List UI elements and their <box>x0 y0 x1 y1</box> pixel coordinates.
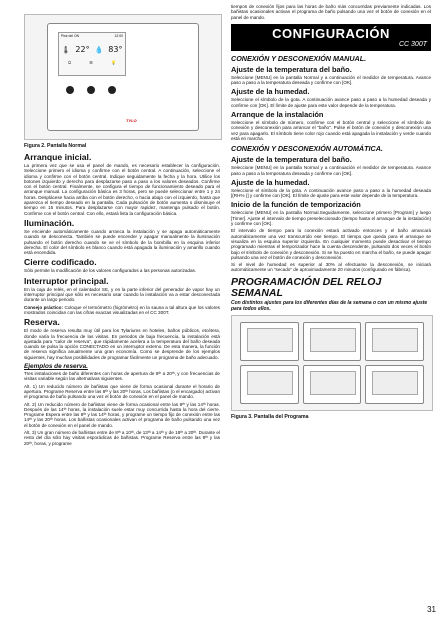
subheading: Ajuste de la temperatura del baño. <box>231 155 352 165</box>
banner-subtitle: CC 300T <box>398 40 427 48</box>
program-screen-3 <box>365 322 424 361</box>
heading-auto: CONEXIÓN Y DESCONEXIÓN AUTOMÁTICA. <box>231 144 383 154</box>
paragraph: Tres instalaciones de baño diferentes con horas de apertura de 8ᵗʰ a 20ᵗʰ, y con frecuencias de visitas variable según las alternativas siguientes. <box>24 371 220 382</box>
figure-3-panel <box>231 315 433 411</box>
paragraph: La primera vez que se usa el panel de mando, es necesario establecer la configuración. Seleccione primero el idioma y confirme con el botón central. A continuación, seleccione el idioma y confirme con el botón central. Indique seguidamente la fecha y la hora. Utilice los botones izquierdo y derecho para desplazarse paso a paso a los valores deseados. Confirme con el botón central. Finalmente, se configura el tiempo de funcionamiento deseado para el arranque manual. La configuración básica es 3 horas, pero se puede seleccionar entre 1 y 24 horas. Desplácese hacia arriba con el botón derecho, o hacia abajo con el izquierdo, hasta que aparezca el tiempo deseado en la pantalla. Cada pulsación de botón aumenta o disminuye el tiempo en 15 minutos. Para desplazarse con mayor rapidez, mantenga pulsado el botón. Confirme con el botón central. Con ello, estará lista la configuración básica. <box>24 163 220 216</box>
paragraph: Alt. 3) Un gran número de bañistas entre de 8ᵗʰ a 10ᵗʰ, de 13ᵗʰ a 14ᵗʰ y de 18ᵗʰ a 20ᵗʰ. Durante el resto del día sólo hay visitas esporádicas de bañistas. Programe Reserva entre las 8ᵗʰ y las 20ᵗʰ, horas, y programe <box>24 429 220 446</box>
paragraph: Seleccione [MENU] en la pantalla Normal y a continuación el medidor de temperatura. Avance paso a paso a la temperatura deseada y confirme con [OK]. <box>231 165 431 176</box>
thermometer-icon: 🌡 <box>61 46 71 54</box>
paragraph: Si el nivel de humedad es superior al 30% al efectuarse la desconexión, se iniciará automáticamente un "secado" de aproximadamente 20 minutos (configurado en fábrica). <box>231 262 431 273</box>
paragraph: Seleccione el símbolo de la gota. A continuación avance paso a paso a la humedad deseada [(RH% )] y confirme con [OK]. El límite de ajuste para este valor depende de la temperatura. <box>231 187 431 199</box>
right-button[interactable] <box>108 86 116 94</box>
subheading: Arranque de la instalación <box>231 110 324 120</box>
heading-weekly: PROGRAMACIÓN DEL RELOJ SEMANAL <box>231 275 382 299</box>
left-button[interactable] <box>66 86 74 94</box>
lightbulb-icon: 💡 <box>110 60 116 65</box>
program-screen-5 <box>303 365 362 404</box>
lcd-status-text: Pise del ON <box>61 34 80 38</box>
section-title-cierre: Cierre codificado. <box>24 257 97 268</box>
paragraph: Seleccione el símbolo de la gota. A continuación avance paso a paso a la humedad deseada y confirme con [OK]. El límite de ajuste para este valor depende de la temperatura. <box>231 97 431 108</box>
weekly-subtitle: Con distintos ajustes para los diferentes días de la semana o con un mismo ajuste para todos ellos. <box>231 299 428 312</box>
figure-3-caption: Figura 3. Pantalla del Programa <box>231 413 309 420</box>
subheading: Inicio de la función de temporización <box>231 200 361 210</box>
section-title-iluminacion: Iluminación. <box>24 217 75 228</box>
lcd-clock: 12:00 <box>114 34 123 38</box>
banner-title: CONFIGURACIÓN <box>272 25 390 41</box>
tip-label: Consejo práctico: <box>24 304 64 310</box>
section-title-arranque: Arranque inicial. <box>24 152 92 162</box>
paragraph: Sólo permite la modificación de los valores configurados a las personas autorizadas. <box>24 268 197 274</box>
paragraph: Alt. 1) Un reducido número de bañistas que viene de forma ocasional durante el horario de apertura. Programe Reserva entre las 8ᵗʰ y las 20ᵗʰ horas. Los bañistas (o el encargado) activan el programa de baño pulsando una vez el botón de conexión en el panel de mando. <box>24 383 220 400</box>
power-icon: ⏻ <box>68 60 72 65</box>
paragraph: Se enciende automáticamente cuando arranca la instalación y se apaga automáticamente cuando se desconecta. También se puede encender y apagar manualmente la iluminación pulsando el botón derecho cuando se ve el símbolo de la bombilla en la esquina inferior derecha. El color del símbolo es blanco cuando está apagada la iluminación y amarillo cuando está encendida. <box>24 228 220 256</box>
figure-2-caption: Figura 2. Pantalla Normal <box>24 143 87 149</box>
section-title-interruptor: Interruptor principal. <box>24 275 109 286</box>
section-title-reserva: Reserva. <box>24 317 60 328</box>
temperature-value: 22° <box>75 45 90 54</box>
program-screen-2 <box>303 322 362 361</box>
tylo-logo: TYLO <box>126 118 137 123</box>
program-screen-4 <box>240 365 299 404</box>
program-screen-1 <box>240 322 299 361</box>
subheading: Ajuste de la humedad. <box>231 87 310 97</box>
paragraph: Seleccione [MENU] en la pantalla Normal.Seguidamente, seleccione primero [Program] y luego [Timer]. Ajuste el intervalo de tiempo preseleccionado (tiempo hasta el arranque de la instalación) y confirme con [OK]. <box>231 210 431 227</box>
center-button[interactable] <box>87 86 95 94</box>
droplet-icon: 💧 <box>94 46 104 54</box>
figure-2-panel <box>24 14 222 140</box>
section-title-ejemplos: Ejemplos de reserva. <box>24 363 88 371</box>
program-screen-6 <box>365 365 424 404</box>
paragraph: tiempos de conexión fijos para las horas de baño más concurridas previamente indicadas. Los bañistas ocasionales activan el programa de baño pulsando una vez el botón de conexión en el panel de mando. <box>231 4 431 20</box>
paragraph <box>24 305 220 316</box>
control-panel-device <box>47 23 199 131</box>
lcd-screen <box>58 32 126 76</box>
paragraph: El modo de reserva resulta muy útil para los Tylariums en hoteles, baños públicos, etcétera, donde varía la frecuencia de las visitas. En periodos de baja frecuencia, la instalación está ajustada para "calor de reserva", que rápidamente acelera a la temperatura del baño deseada cuando se pulsa la opción CONECTADO en un interruptor externo. De esta manera, la función de reserva significa anualmente una gran economía. Como se desprende de los ejemplos siguientes, hay muchas posibilidades de programar fácilmente un programa de baño adecuado. <box>24 328 220 360</box>
paragraph: El intervalo de tiempo para la conexión estará activado entonces y el baño arrancará automáticamente una vez transcurrido ese tiempo. El tiempo que queda para el arranque se visualiza en la esquina superior izquierda. En cualquier momento puede desactivar el tiempo programado mientras el temporizador hace la cuenta descendente, pulsando dos veces el botón bajo el símbolo de conexión y desconexión. Si se ha puesto en marcha el baño, se puede apagar pulsando una vez el botón de conexión y desconexión. <box>231 228 431 260</box>
paragraph: Seleccione el símbolo de número, confirme con el botón central y seleccione el símbolo de conexión y desconexión para arrancar el "baño". Pulse el botón de conexión y desconexión una vez para apagarlo. El símbolo tiene color rojo cuando está apagada la instalación y verde cuando está en marcha. <box>231 120 431 141</box>
paragraph: Alt. 2) Un reducido número de bañistas viene de forma ocasional entre las 8ᵗʰ y las 14ᵗʰ horas. Después de las 14ᵗʰ horas, la instalación suele estar muy concurrida hasta la hora del cierre. Programe Espera entre las 8ᵗʰ y las 14ᵗʰ horas, y programe un tiempo fijo de conexión entre las 14ᵗʰ y las 20ᵗʰ horas. Los bañistas ocasionales activan el programa de baño pulsando una vez el botón de conexión en el panel de mando. <box>24 401 220 428</box>
subheading: Ajuste de la humedad. <box>231 177 310 187</box>
heading-manual: CONEXIÓN Y DESCONEXIÓN MANUAL. <box>231 53 367 63</box>
tip-text: Coloque el termómetro (higrómetro) en la sauna a tal altura que los valores mostrados coincidan con las cifras exactas visualizadas en el CC 300T. <box>24 304 220 315</box>
subheading: Ajuste de la temperatura del baño. <box>231 64 352 74</box>
right-column <box>231 4 431 424</box>
config-banner <box>231 24 431 51</box>
left-column <box>24 4 220 448</box>
paragraph: Seleccione [MENU] en la pantalla Normal y a continuación el medidor de temperatura. Avance paso a paso a la temperatura deseada y confirme con [OK]. <box>231 74 431 86</box>
page-number: 31 <box>427 605 436 614</box>
menu-icon: ☰ <box>89 60 93 65</box>
paragraph: En la caja de relés, en el calentador SE, y en la parte inferior del generador de vapor hay un interruptor principal que sólo es necesario usar cuando la instalación va a estar desconectada durante un largo periodo. <box>24 286 220 303</box>
program-screen-grid <box>240 322 424 404</box>
humidity-value: 83° <box>108 45 123 54</box>
